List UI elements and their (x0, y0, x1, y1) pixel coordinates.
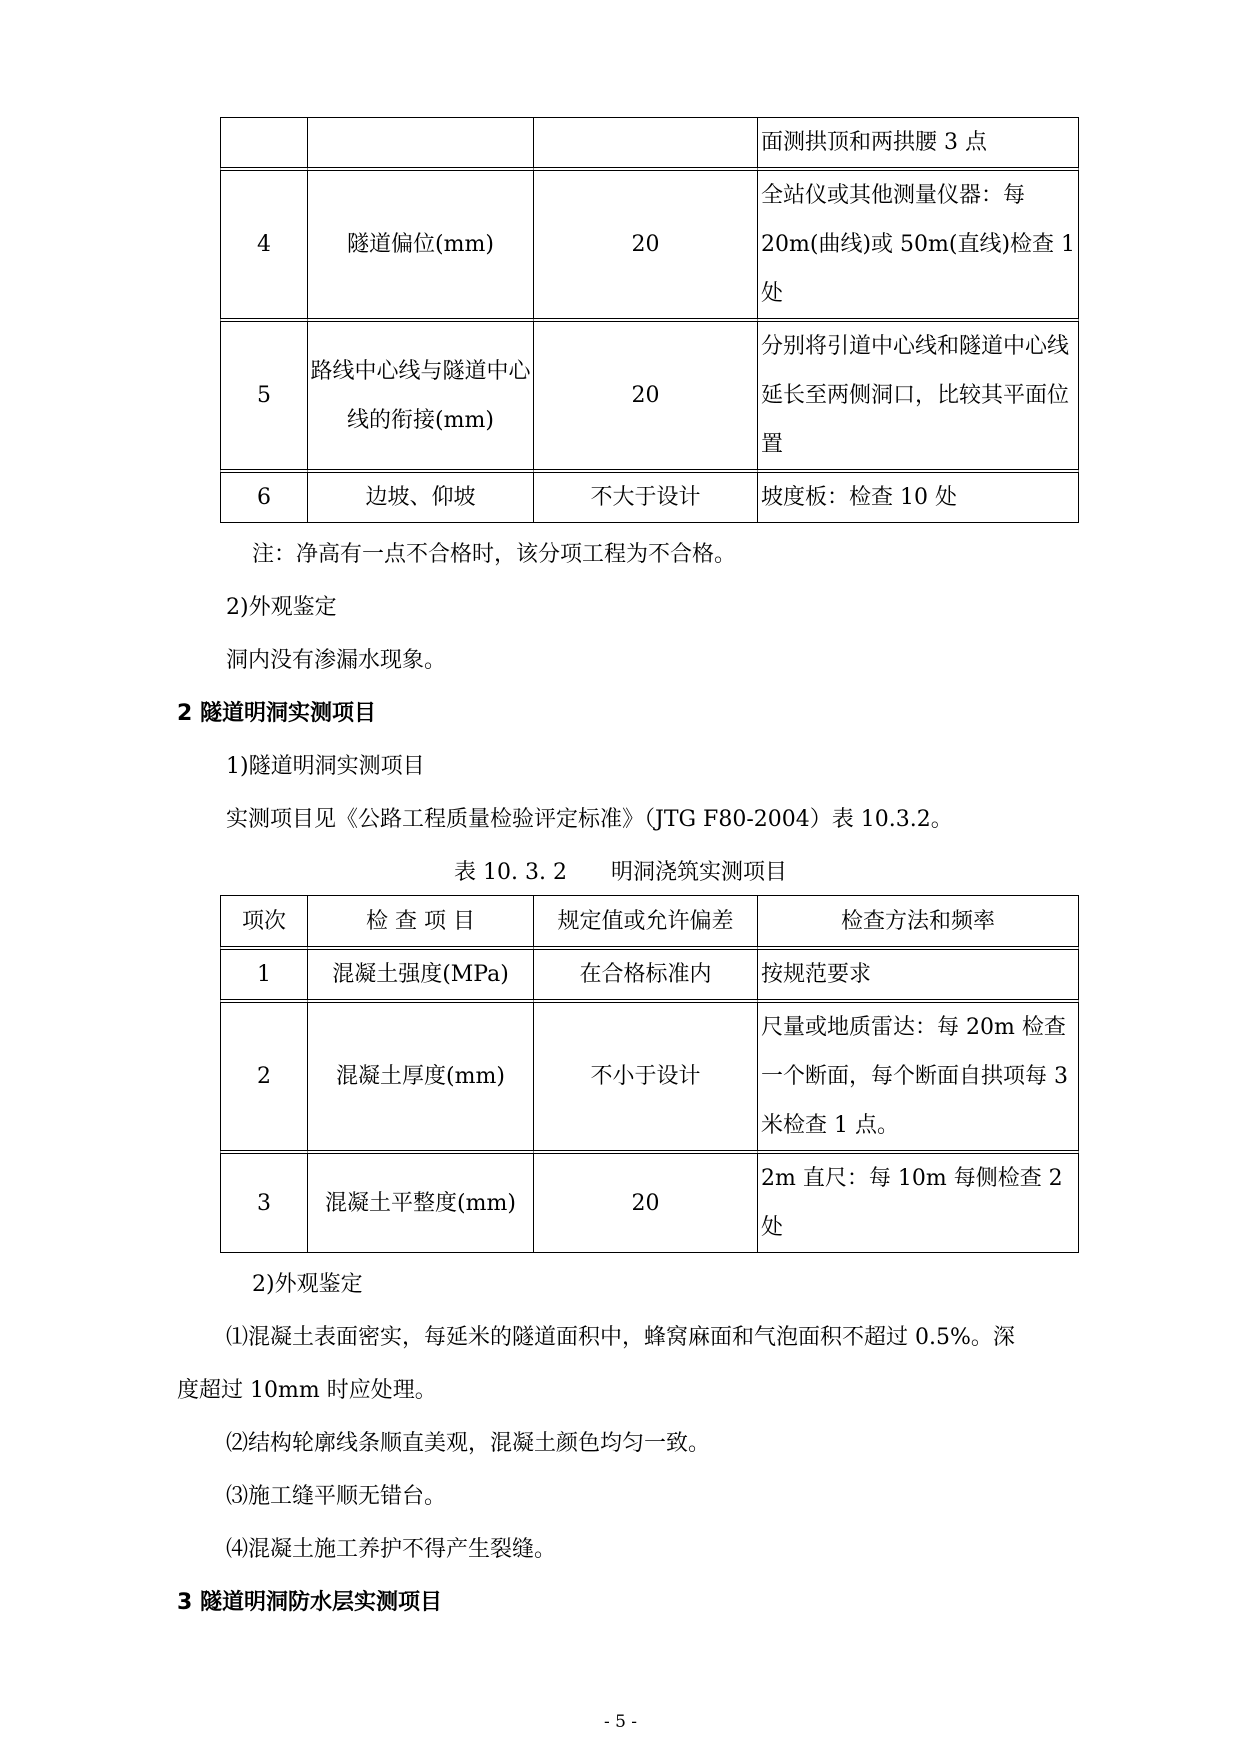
table-cell-value: 在合格标准内 (533, 946, 757, 999)
subsection-title: 2)外观鉴定 (252, 1272, 363, 1297)
table-cell-method: 分别将引道中心线和隧道中心线延长至两侧洞口，比较其平面位置 (757, 318, 1079, 469)
table-cell-no: 6 (220, 469, 307, 523)
body-paragraph: 实测项目见《公路工程质量检验评定标准》（JTG F80-2004）表 10.3.2。 (226, 807, 953, 832)
open-cut-tunnel-table (220, 895, 1079, 1253)
table-cell-item: 混凝土厚度(mm) (307, 999, 533, 1150)
table-cell-item: 隧道偏位(mm) (307, 167, 533, 318)
table-cell-item (307, 117, 533, 167)
table-cell-value: 不小于设计 (533, 999, 757, 1150)
table-cell-item: 边坡、仰坡 (307, 469, 533, 523)
table-cell-method: 尺量或地质雷达：每 20m 检查一个断面，每个断面自拱项每 3 米检查 1 点。 (757, 999, 1079, 1150)
table-row (220, 946, 1079, 999)
table-cell-method: 2m 直尺：每 10m 每侧检查 2 处 (757, 1150, 1079, 1253)
table-header-row (220, 895, 1079, 946)
table-header-cell: 检 查 项 目 (307, 895, 533, 946)
table-cell-value: 20 (533, 167, 757, 318)
table-cell-method: 面测拱顶和两拱腰 3 点 (757, 117, 1079, 167)
list-item: ⑶施工缝平顺无错台。 (226, 1484, 447, 1509)
list-item: ⑴混凝土表面密实，每延米的隧道面积中，蜂窝麻面和气泡面积不超过 0.5%。深 (226, 1325, 1015, 1350)
table-header-cell: 规定值或允许偏差 (533, 895, 757, 946)
table-row (220, 318, 1079, 469)
table-caption: 表 10. 3. 2 明洞浇筑实测项目 (454, 860, 787, 885)
table-header-cell: 检查方法和频率 (757, 895, 1079, 946)
list-item: ⑷混凝土施工养护不得产生裂缝。 (226, 1537, 557, 1562)
section-heading: 2 隧道明洞实测项目 (177, 701, 376, 726)
table-cell-no (220, 117, 307, 167)
table-row (220, 999, 1079, 1150)
table-cell-no: 1 (220, 946, 307, 999)
table-note: 注：净高有一点不合格时，该分项工程为不合格。 (252, 542, 737, 567)
table-cell-value: 20 (533, 1150, 757, 1253)
table-cell-item: 路线中心线与隧道中心线的衔接(mm) (307, 318, 533, 469)
subsection-title: 2)外观鉴定 (226, 595, 337, 620)
table-row (220, 117, 1079, 167)
inspection-table-continued (220, 117, 1079, 523)
table-cell-value: 不大于设计 (533, 469, 757, 523)
table-cell-value (533, 117, 757, 167)
list-item: 度超过 10mm 时应处理。 (177, 1378, 437, 1403)
table-row (220, 167, 1079, 318)
list-item: ⑵结构轮廓线条顺直美观，混凝土颜色均匀一致。 (226, 1431, 711, 1456)
table-cell-item: 混凝土强度(MPa) (307, 946, 533, 999)
page-number: - 5 - (603, 1712, 638, 1732)
table-cell-no: 5 (220, 318, 307, 469)
table-row (220, 1150, 1079, 1253)
table-cell-item: 混凝土平整度(mm) (307, 1150, 533, 1253)
table-cell-no: 3 (220, 1150, 307, 1253)
table-cell-no: 2 (220, 999, 307, 1150)
body-paragraph: 洞内没有渗漏水现象。 (226, 648, 447, 673)
table-row (220, 469, 1079, 523)
section-heading: 3 隧道明洞防水层实测项目 (177, 1590, 442, 1615)
table-header-cell: 项次 (220, 895, 307, 946)
table-cell-method: 全站仪或其他测量仪器：每20m(曲线)或 50m(直线)检查 1 处 (757, 167, 1079, 318)
table-cell-no: 4 (220, 167, 307, 318)
table-cell-value: 20 (533, 318, 757, 469)
table-cell-method: 按规范要求 (757, 946, 1079, 999)
subsection-title: 1)隧道明洞实测项目 (226, 754, 425, 779)
table-cell-method: 坡度板：检查 10 处 (757, 469, 1079, 523)
